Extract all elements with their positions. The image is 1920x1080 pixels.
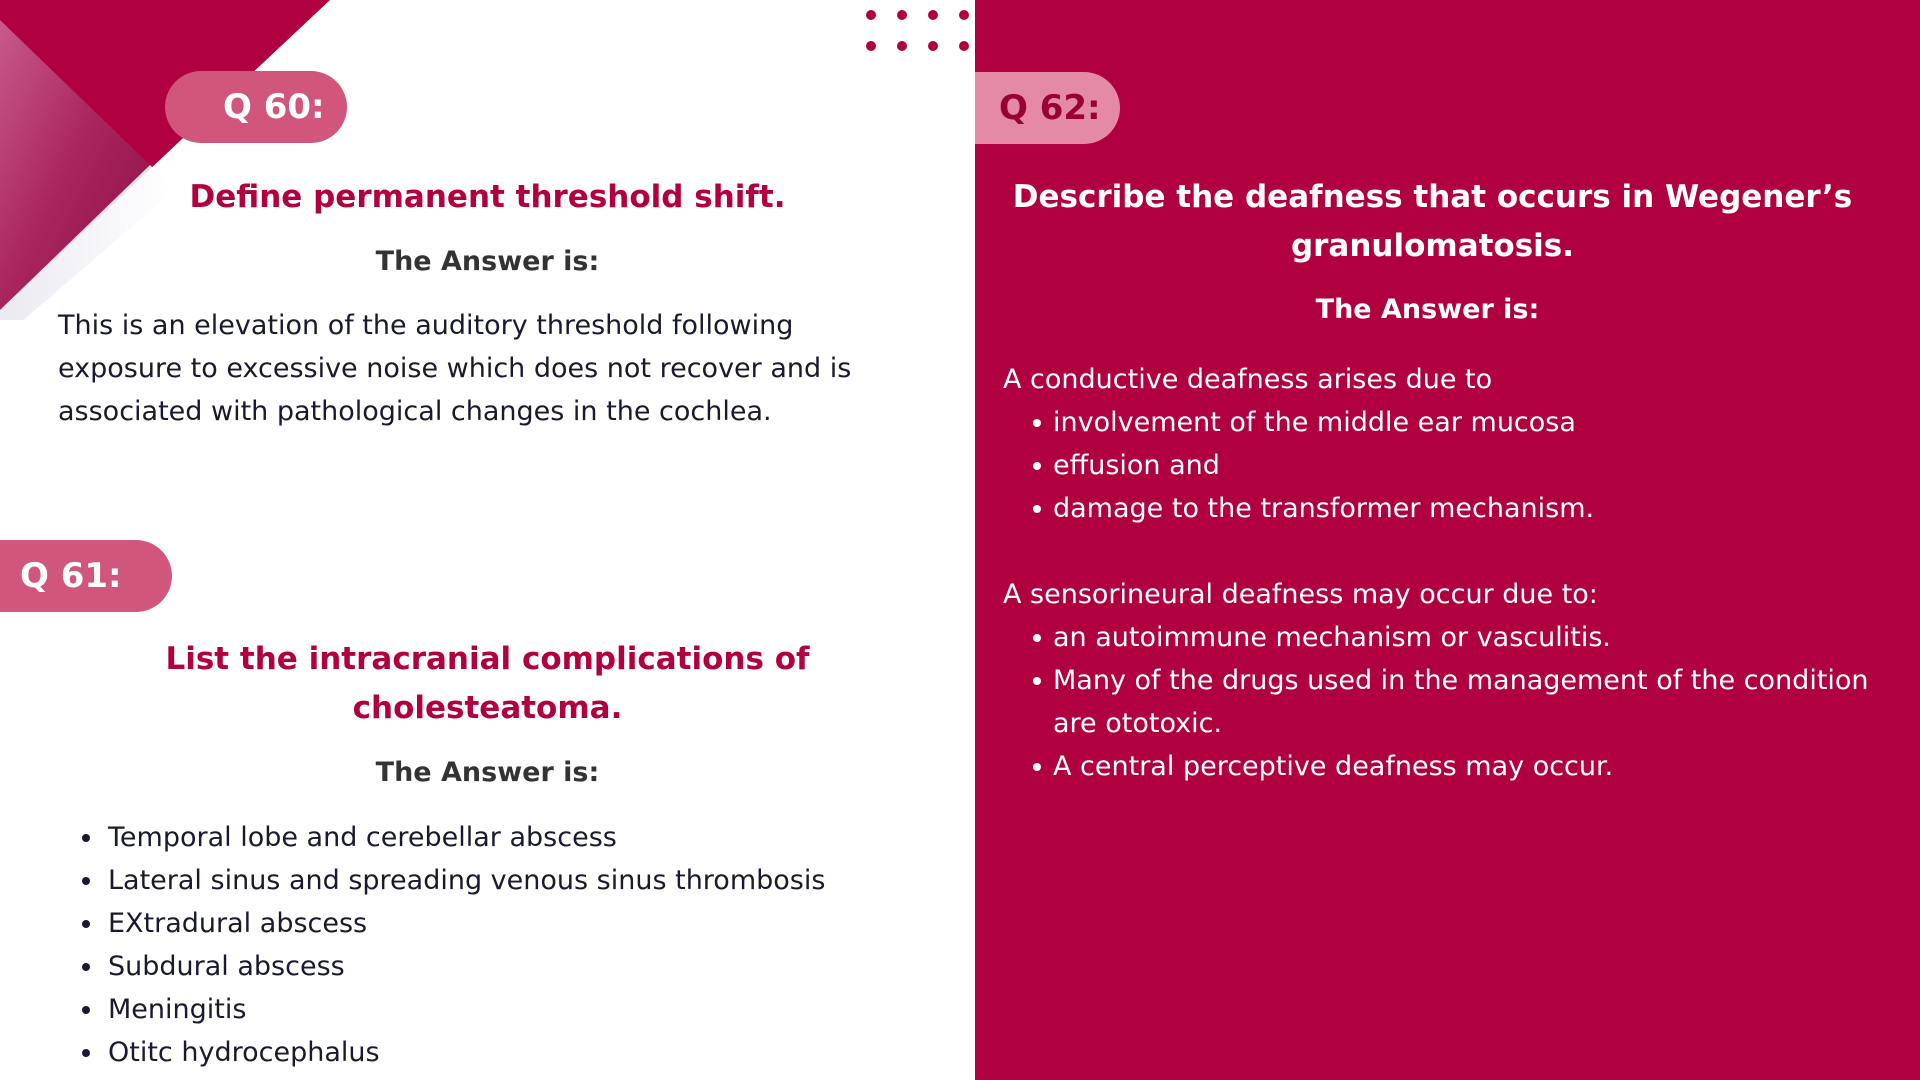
q62-answer-label: The Answer is:	[1315, 294, 1540, 325]
q61-question: List the intracranial complications of cholesteatoma.	[165, 641, 810, 726]
list-item: involvement of the middle ear mucosa	[1003, 401, 1883, 444]
q62-conductive-list	[1003, 401, 1883, 530]
list-item: Temporal lobe and cerebellar abscess	[58, 816, 938, 859]
q60-badge	[165, 71, 347, 143]
list-item: damage to the transformer mechanism.	[1003, 487, 1883, 530]
dot-grid-decoration	[860, 6, 980, 56]
q60-label: Q 60:	[223, 87, 325, 127]
q60-answer-label: The Answer is:	[375, 246, 600, 277]
list-item: Many of the drugs used in the management of the condition are ototoxic.	[1003, 659, 1883, 745]
list-item: Lateral sinus and spreading venous sinus thrombosis	[58, 859, 938, 902]
list-item: Otitc hydrocephalus	[58, 1031, 938, 1074]
q62-sensorineural-intro: A sensorineural deafness may occur due to:	[1003, 579, 1598, 610]
q62-conductive-intro: A conductive deafness arises due to	[1003, 364, 1493, 395]
list-item: EXtradural abscess	[58, 902, 938, 945]
q61-badge	[0, 540, 172, 612]
q61-answer-label: The Answer is:	[375, 757, 600, 788]
q62-question: Describe the deafness that occurs in Wegener’s granulomatosis.	[1012, 179, 1853, 264]
q60-answer: This is an elevation of the auditory threshold following exposure to excessive noise which does not recover and is associated with pathological changes in the cochlea.	[58, 310, 852, 427]
q61-answer-list	[58, 816, 938, 1074]
q62-badge	[975, 72, 1120, 144]
list-item: Subdural abscess	[58, 945, 938, 988]
list-item: Meningitis	[58, 988, 938, 1031]
q60-question: Define permanent threshold shift.	[189, 179, 786, 215]
list-item: effusion and	[1003, 444, 1883, 487]
q62-label: Q 62:	[999, 88, 1101, 128]
right-panel	[975, 0, 1920, 1080]
q62-sensorineural-list	[1003, 616, 1883, 788]
list-item: A central perceptive deafness may occur.	[1003, 745, 1883, 788]
list-item: an autoimmune mechanism or vasculitis.	[1003, 616, 1883, 659]
q61-label: Q 61:	[20, 556, 122, 596]
